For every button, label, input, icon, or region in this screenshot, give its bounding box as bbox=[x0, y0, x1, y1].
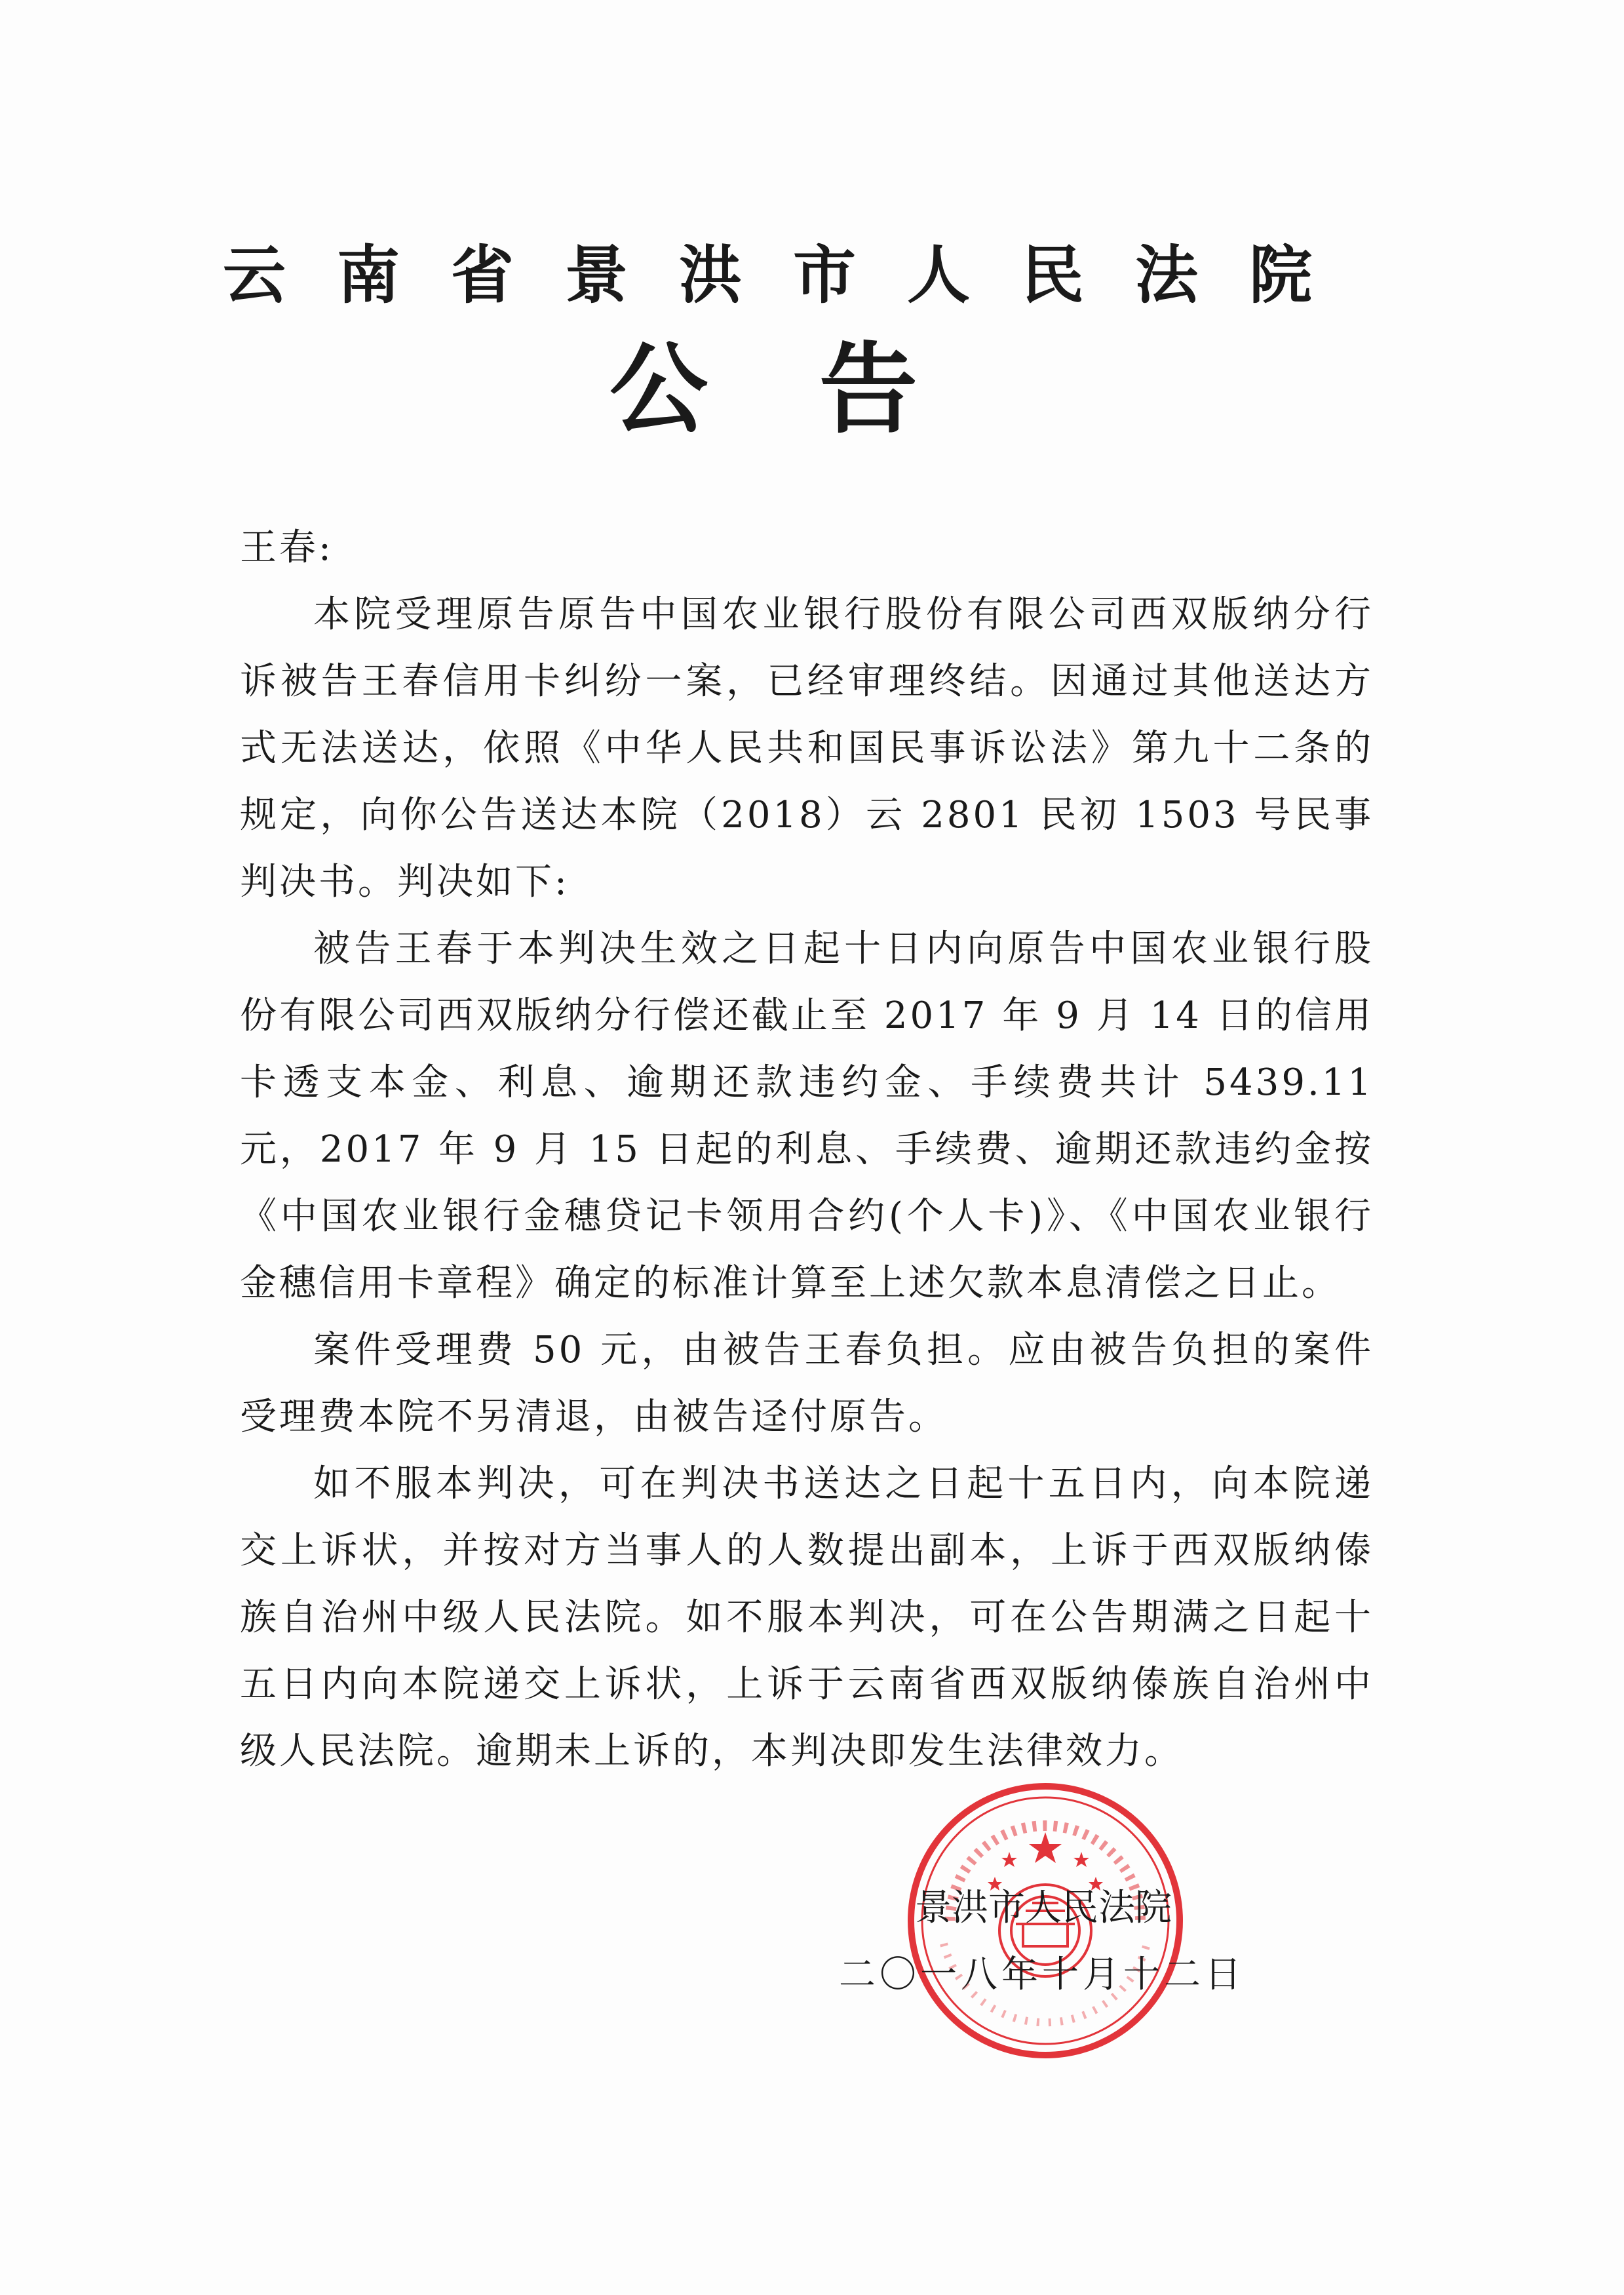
signature-block bbox=[839, 1875, 1324, 2009]
paragraph-appeal: 如不服本判决，可在判决书送达之日起十五日内，向本院递交上诉状，并按对方当事人的人数提出副本，上诉于西双版纳傣族自治州中级人民法院。如不服本判决，可在公告期满之日起十五日内向本院递交上诉状，上诉于云南省西双版纳傣族自治州中级人民法院。逾期未上诉的，本判决即发生法律效力。 bbox=[240, 1462, 1374, 1773]
paragraph-judgment: 被告王春于本判决生效之日起十日内向原告中国农业银行股份有限公司西双版纳分行偿还截止至 2017 年 9 月 14 日的信用卡透支本金、利息、逾期还款违约金、手续费共计 5439.11 元，2017 年 9 月 15 日起的利息、手续费、逾期还款违约金按《中国农业银行金穗贷记卡领用合约(个人卡)》、《中国农业银行金穗信用卡章程》确定的标准计算至上述欠款本息清偿之日止。 bbox=[240, 928, 1374, 1304]
document-type-heading: 公告 bbox=[609, 333, 1029, 447]
paragraph-fees: 案件受理费 50 元，由被告王春负担。应由被告负担的案件受理费本院不另清退，由被告迳付原告。 bbox=[240, 1329, 1374, 1438]
paragraph-case-intro: 本院受理原告原告中国农业银行股份有限公司西双版纳分行诉被告王春信用卡纠纷一案，已经审理终结。因通过其他送达方式无法送达，依照《中华人民共和国民事诉讼法》第九十二条的规定，向你公告送达本院（2018）云 2801 民初 1503 号民事判决书。判决如下: bbox=[240, 593, 1374, 903]
court-name-heading: 云南省景洪市人民法院 bbox=[223, 239, 1363, 312]
signature-court: 景洪市人民法院 bbox=[915, 1887, 1172, 1929]
addressee: 王春: bbox=[240, 526, 334, 569]
signature-date: 二〇一八年十月十二日 bbox=[839, 1953, 1245, 1996]
notice-body bbox=[240, 515, 1374, 1785]
